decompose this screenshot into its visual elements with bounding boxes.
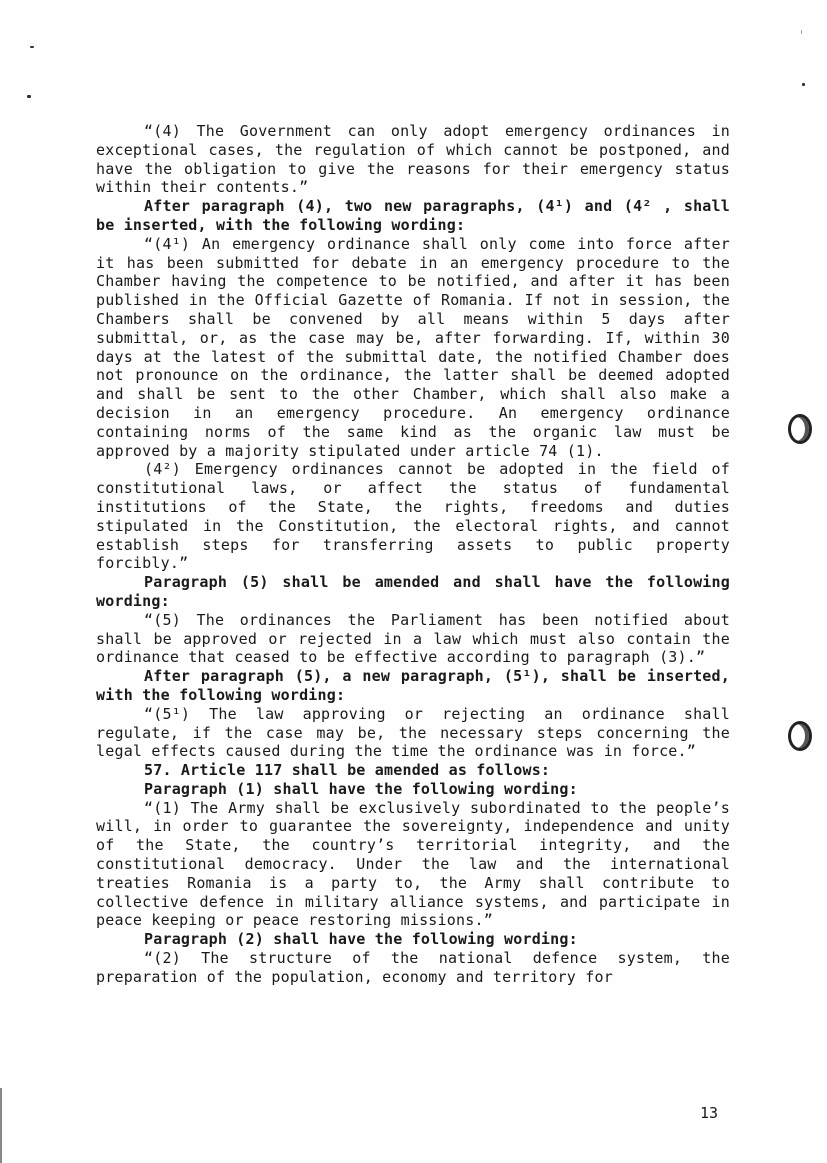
scan-speck (802, 83, 805, 86)
paragraph: “(4) The Government can only adopt emergency ordinances in exceptional cases, the regulation of which cannot be postponed, and have the obligation to give the reasons for their emergency status within their contents.” (96, 122, 730, 197)
amendment-instruction: After paragraph (4), two new paragraphs, (4¹) and (4² , shall be inserted, with the following wording: (96, 197, 730, 234)
amendment-instruction: Paragraph (2) shall have the following wording: (144, 930, 578, 949)
paragraph: “(5¹) The law approving or rejecting an ordinance shall regulate, if the case may be, the necessary steps concerning the legal effects caused during the time the ordinance was in force.” (96, 704, 730, 761)
scan-speck (30, 46, 34, 48)
scan-speck (801, 30, 802, 34)
document-body (96, 122, 730, 987)
page-number: 13 (700, 1104, 719, 1122)
paragraph: (4²) Emergency ordinances cannot be adopted in the field of constitutional laws, or affect the status of fundamental institutions of the State, the rights, freedoms and duties stipulated in the Constitution, the electoral rights, and cannot establish steps for transferring assets to public property forcibly.” (96, 460, 730, 573)
paragraph: “(4¹) An emergency ordinance shall only come into force after it has been submitted for debate in an emergency procedure to the Chamber having the competence to be notified, and after it has been published in the Official Gazette of Romania. If not in session, the Chambers shall be convened by all means within 5 days after submittal, or, as the case may be, after forwarding. If, within 30 days at the latest of the submittal date, the notified Chamber does not pronounce on the ordinance, the latter shall be deemed adopted and shall be sent to the other Chamber, which shall also make a decision in an emergency procedure. An emergency ordinance containing norms of the same kind as the organic law must be approved by a majority stipulated under article 74 (1). (96, 234, 730, 460)
amendment-instruction: Paragraph (5) shall be amended and shall have the following wording: (96, 573, 730, 610)
article-heading: 57. Article 117 shall be amended as follows: (144, 761, 551, 780)
amendment-instruction: After paragraph (5), a new paragraph, (5¹), shall be inserted, with the following wording: (96, 667, 730, 704)
paragraph: “(2) The structure of the national defence system, the preparation of the population, economy and territory for (96, 949, 730, 986)
punch-hole-icon (788, 721, 812, 751)
punch-hole-icon (788, 414, 812, 444)
amendment-instruction: Paragraph (1) shall have the following wording: (144, 779, 578, 798)
paragraph: “(1) The Army shall be exclusively subordinated to the people’s will, in order to guarantee the sovereignty, independence and unity of the State, the country’s territorial integrity, and the constitutional democracy. Under the law and the international treaties Romania is a party to, the Army shall contribute to collective defence in military alliance systems, and participate in peace keeping or peace restoring missions.” (96, 798, 730, 930)
scan-speck (27, 95, 31, 98)
paragraph: “(5) The ordinances the Parliament has been notified about shall be approved or rejected in a law which must also contain the ordinance that ceased to be effective according to paragraph (3).” (96, 610, 730, 667)
scan-edge-line (0, 1088, 2, 1163)
